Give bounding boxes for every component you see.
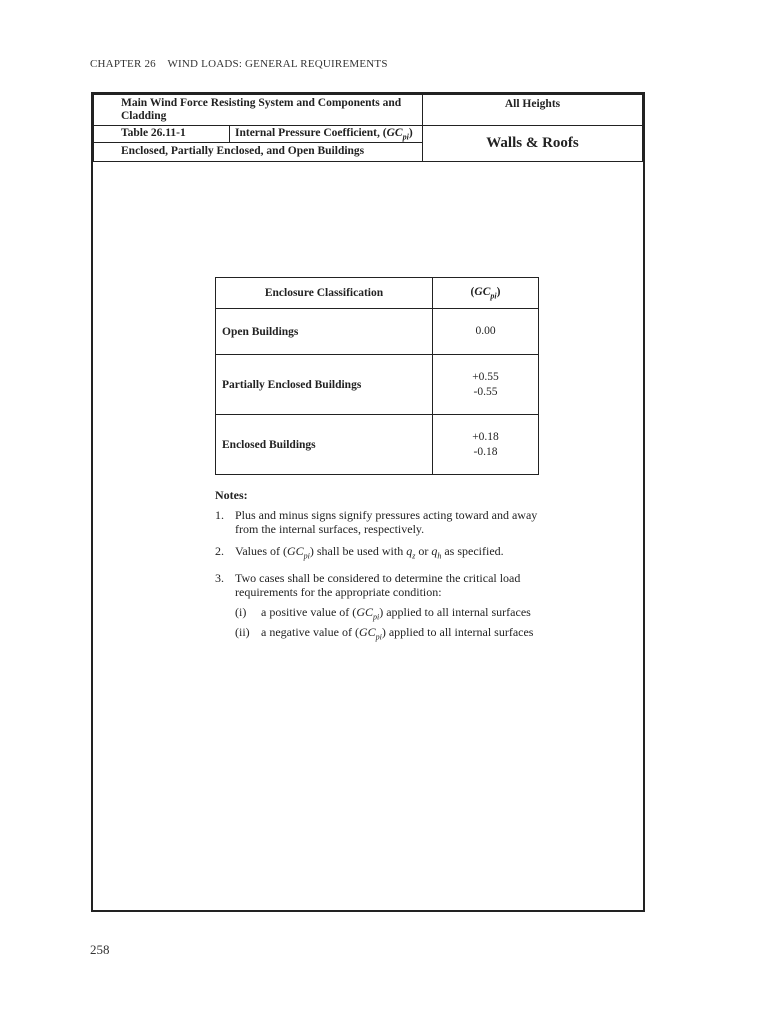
note-2-qz: q (406, 544, 413, 558)
case-symbol-sub: pi (372, 612, 380, 622)
col-classification: Enclosure Classification (216, 278, 433, 309)
case-symbol-sub: pi (375, 632, 382, 642)
note-2-qh-sub: h (437, 551, 442, 561)
note-text-block (235, 571, 555, 644)
note-2-symbol: GC (286, 544, 304, 558)
coef-close: ) (408, 127, 413, 139)
case-number: (ii) (235, 624, 250, 639)
value-line-1: +0.18 (472, 430, 499, 443)
row-value (433, 355, 539, 415)
coef-symbol: GC (386, 127, 403, 139)
note-2 (215, 544, 555, 563)
note-1 (215, 508, 555, 536)
case-positive (235, 605, 555, 624)
row-label: Enclosed Buildings (216, 415, 433, 475)
note-2-sub: pi (303, 551, 310, 561)
building-types: Enclosed, Partially Enclosed, and Open Buildings (93, 142, 423, 162)
note-text: Two cases shall be considered to determine the critical load requirements for the appropriate condition: (235, 571, 521, 600)
case-negative (235, 625, 555, 644)
case-post: ) applied to all internal surfaces (381, 624, 534, 639)
row-label: Partially Enclosed Buildings (216, 355, 433, 415)
case-text (261, 625, 533, 644)
header-heights: All Heights (422, 94, 643, 126)
row-label: Open Buildings (216, 309, 433, 355)
case-number: (i) (235, 605, 247, 620)
running-head: CHAPTER 26 WIND LOADS: GENERAL REQUIREMENTS (90, 58, 388, 70)
note-3 (215, 571, 555, 644)
table-frame (91, 92, 645, 912)
notes-title: Notes: (215, 488, 248, 502)
col-gcpi (433, 278, 539, 309)
row-value (433, 309, 539, 355)
note-2-or: or (415, 544, 432, 558)
case-symbol: GC (356, 605, 373, 620)
value-line-1: +0.55 (472, 370, 499, 383)
header-title: Main Wind Force Resisting System and Components and Cladding (93, 94, 423, 126)
category-walls-roofs: Walls & Roofs (422, 125, 643, 162)
notes-section (215, 488, 555, 652)
row-value (433, 415, 539, 475)
note-2-mid: ) shall be used with (309, 544, 407, 558)
case-text (261, 605, 531, 624)
value-line-1: 0.00 (475, 325, 496, 337)
coef-label: Internal Pressure Coefficient, ( (235, 127, 387, 139)
table-row (216, 309, 539, 355)
note-text: Plus and minus signs signify pressures acting toward and away from the internal surfaces, respectively. (235, 508, 538, 536)
coefficient-title (229, 125, 423, 143)
note-2-pre: Values of ( (235, 544, 287, 558)
note-2-post: as specified. (441, 544, 504, 558)
coef-sub: pi (402, 132, 409, 142)
case-symbol: GC (358, 624, 376, 639)
case-pre: a positive value of ( (261, 605, 357, 620)
value-line-2: -0.55 (473, 385, 498, 398)
col-symbol-close: ) (496, 285, 501, 298)
coefficient-table (215, 277, 539, 475)
note-text (235, 544, 555, 563)
note-number: 3. (215, 571, 224, 586)
col-symbol: GC (474, 285, 491, 298)
col-symbol-sub: pi (490, 291, 497, 301)
table-number: Table 26.11-1 (93, 125, 230, 143)
case-pre: a negative value of ( (261, 624, 359, 639)
note-number: 1. (215, 508, 224, 522)
note-2-qz-sub: z (412, 551, 416, 561)
table-row (216, 355, 539, 415)
col-symbol-open: ( (470, 285, 475, 298)
note-2-qh: q (431, 544, 438, 558)
table-row (216, 415, 539, 475)
page-number: 258 (90, 942, 110, 957)
case-post: ) applied to all internal surfaces (379, 605, 531, 620)
value-line-2: -0.18 (473, 445, 498, 458)
table-header-row (216, 278, 539, 309)
note-number: 2. (215, 544, 224, 558)
